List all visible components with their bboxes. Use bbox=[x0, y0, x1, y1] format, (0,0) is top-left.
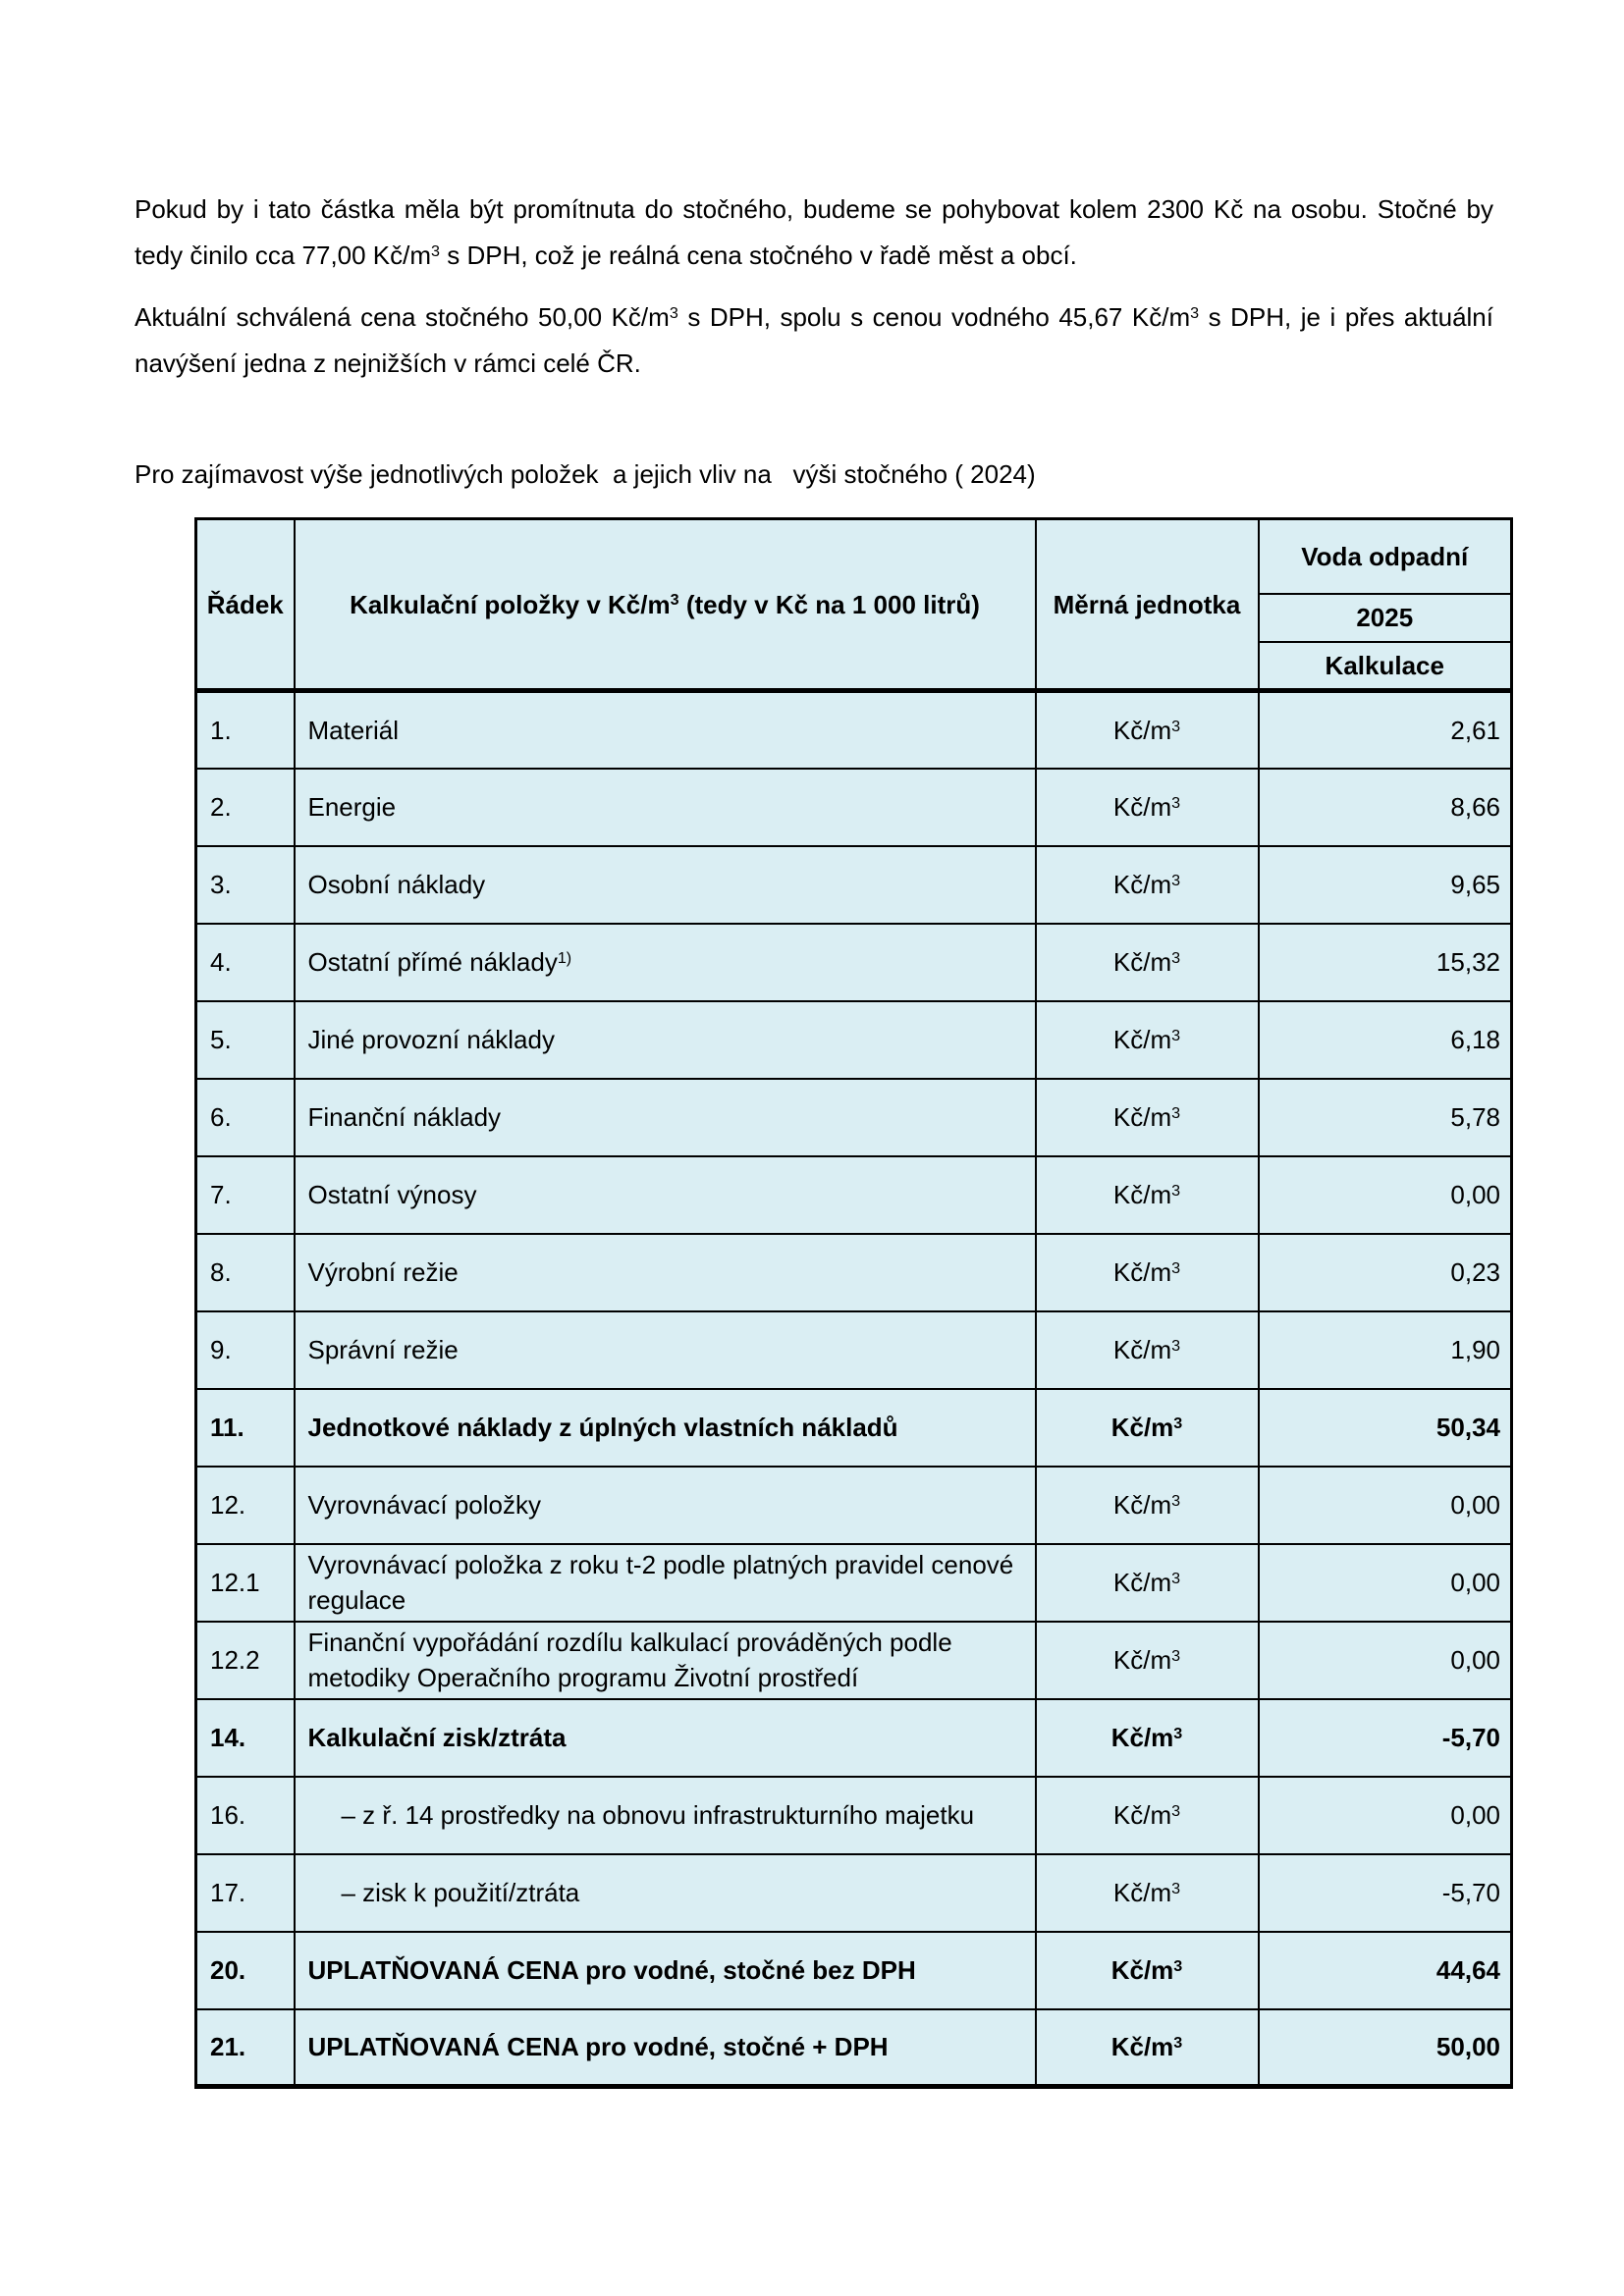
row-number-cell: 12.1 bbox=[196, 1544, 295, 1622]
row-label-cell: Materiál bbox=[295, 691, 1036, 769]
row-unit-cell: $Kč/m^3$ bbox=[1036, 1079, 1259, 1156]
row-label-cell: – z ř. 14 prostředky na obnovu infrastrukturního majetku bbox=[295, 1777, 1036, 1854]
row-number-cell: 4. bbox=[196, 924, 295, 1001]
table-row bbox=[196, 1932, 1512, 2009]
row-unit-cell: $Kč/m^3$ bbox=[1036, 691, 1259, 769]
row-value-cell: 0,23 bbox=[1259, 1234, 1512, 1311]
row-unit-cell: $Kč/m^3$ bbox=[1036, 1234, 1259, 1311]
table-row bbox=[196, 924, 1512, 1001]
table-body bbox=[196, 691, 1512, 2087]
row-number-cell: 2. bbox=[196, 769, 295, 846]
row-number-cell: 6. bbox=[196, 1079, 295, 1156]
table-row bbox=[196, 1156, 1512, 1234]
table-row bbox=[196, 1389, 1512, 1467]
row-label-cell: UPLATŇOVANÁ CENA pro vodné, stočné bez DPH bbox=[295, 1932, 1036, 2009]
paragraph-stocne-projection: Pokud by i tato částka měla být promítnuta do stočného, budeme se pohybovat kolem 2300 Kč na osobu. Stočné by tedy činilo cca 77,00 $Kč/m^3$ s DPH, což je reálná cena stočného v řadě měst a obcí. bbox=[135, 194, 1493, 270]
row-label-cell: Finanční vypořádání rozdílu kalkulací prováděných podle metodiky Operačního programu Životní prostředí bbox=[295, 1622, 1036, 1699]
table-row bbox=[196, 846, 1512, 924]
table-row bbox=[196, 1311, 1512, 1389]
calculation-table bbox=[194, 517, 1513, 2089]
row-number-cell: 5. bbox=[196, 1001, 295, 1079]
paragraph-current-price: Aktuální schválená cena stočného 50,00 $Kč/m^3$ s DPH, spolu s cenou vodného 45,67 $Kč/m^3$ s DPH, je i přes aktuální navýšení jedna z nejnižších v rámci celé ČR. bbox=[135, 302, 1493, 378]
row-unit-cell: $Kč/m^3$ bbox=[1036, 924, 1259, 1001]
row-number-cell: 16. bbox=[196, 1777, 295, 1854]
table-row bbox=[196, 1001, 1512, 1079]
row-value-cell: 0,00 bbox=[1259, 1777, 1512, 1854]
row-unit-cell: $Kč/m^3$ bbox=[1036, 1854, 1259, 1932]
row-value-cell: 9,65 bbox=[1259, 846, 1512, 924]
row-unit-cell: $Kč/m^3$ bbox=[1036, 1699, 1259, 1777]
row-unit-cell: $Kč/m^3$ bbox=[1036, 1544, 1259, 1622]
table-header bbox=[196, 519, 1512, 691]
row-unit-cell: $Kč/m^3$ bbox=[1036, 1467, 1259, 1544]
row-number-cell: 7. bbox=[196, 1156, 295, 1234]
row-label-cell: Kalkulační zisk/ztráta bbox=[295, 1699, 1036, 1777]
row-number-cell: 12.2 bbox=[196, 1622, 295, 1699]
row-label-cell: Výrobní režie bbox=[295, 1234, 1036, 1311]
row-label-cell: Ostatní výnosy bbox=[295, 1156, 1036, 1234]
row-value-cell: 5,78 bbox=[1259, 1079, 1512, 1156]
row-value-cell: 6,18 bbox=[1259, 1001, 1512, 1079]
table-row bbox=[196, 1234, 1512, 1311]
table-row bbox=[196, 769, 1512, 846]
row-unit-cell: $Kč/m^3$ bbox=[1036, 2009, 1259, 2087]
row-value-cell: 44,64 bbox=[1259, 1932, 1512, 2009]
table-row bbox=[196, 1854, 1512, 1932]
row-unit-cell: $Kč/m^3$ bbox=[1036, 1622, 1259, 1699]
row-number-cell: 21. bbox=[196, 2009, 295, 2087]
row-label-cell: Finanční náklady bbox=[295, 1079, 1036, 1156]
row-number-cell: 12. bbox=[196, 1467, 295, 1544]
header-cell-unit: Měrná jednotka bbox=[1036, 519, 1259, 691]
row-label-cell: Osobní náklady bbox=[295, 846, 1036, 924]
row-value-cell: 0,00 bbox=[1259, 1622, 1512, 1699]
row-label-cell: – zisk k použití/ztráta bbox=[295, 1854, 1036, 1932]
row-value-cell: 50,00 bbox=[1259, 2009, 1512, 2087]
row-number-cell: 20. bbox=[196, 1932, 295, 2009]
row-number-cell: 3. bbox=[196, 846, 295, 924]
row-unit-cell: $Kč/m^3$ bbox=[1036, 846, 1259, 924]
table-row bbox=[196, 1467, 1512, 1544]
row-label-cell: UPLATŇOVANÁ CENA pro vodné, stočné + DPH bbox=[295, 2009, 1036, 2087]
table-row bbox=[196, 1699, 1512, 1777]
row-value-cell: 50,34 bbox=[1259, 1389, 1512, 1467]
row-label-cell: Energie bbox=[295, 769, 1036, 846]
row-number-cell: 11. bbox=[196, 1389, 295, 1467]
row-unit-cell: $Kč/m^3$ bbox=[1036, 1777, 1259, 1854]
table-row bbox=[196, 1777, 1512, 1854]
row-value-cell: 1,90 bbox=[1259, 1311, 1512, 1389]
row-value-cell: 0,00 bbox=[1259, 1544, 1512, 1622]
row-label-cell: Vyrovnávací položka z roku t-2 podle platných pravidel cenové regulace bbox=[295, 1544, 1036, 1622]
table-row bbox=[196, 2009, 1512, 2087]
header-row-1 bbox=[196, 519, 1512, 594]
row-label-cell: Vyrovnávací položky bbox=[295, 1467, 1036, 1544]
header-cell-kalkulace: Kalkulace bbox=[1259, 642, 1512, 691]
row-value-cell: 15,32 bbox=[1259, 924, 1512, 1001]
row-number-cell: 9. bbox=[196, 1311, 295, 1389]
row-value-cell: -5,70 bbox=[1259, 1699, 1512, 1777]
row-number-cell: 1. bbox=[196, 691, 295, 769]
row-label-cell: Jiné provozní náklady bbox=[295, 1001, 1036, 1079]
row-unit-cell: $Kč/m^3$ bbox=[1036, 1311, 1259, 1389]
row-number-cell: 17. bbox=[196, 1854, 295, 1932]
row-unit-cell: $Kč/m^3$ bbox=[1036, 769, 1259, 846]
row-value-cell: 2,61 bbox=[1259, 691, 1512, 769]
header-cell-year: 2025 bbox=[1259, 594, 1512, 642]
row-label-cell: Ostatní přímé náklady$^{1)}$ bbox=[295, 924, 1036, 1001]
header-cell-radek: Řádek bbox=[196, 519, 295, 691]
row-number-cell: 14. bbox=[196, 1699, 295, 1777]
row-unit-cell: $Kč/m^3$ bbox=[1036, 1001, 1259, 1079]
row-label-cell: Správní režie bbox=[295, 1311, 1036, 1389]
row-number-cell: 8. bbox=[196, 1234, 295, 1311]
table-row bbox=[196, 691, 1512, 769]
header-cell-items: Kalkulační položky v $Kč/m^3$ (tedy v Kč na 1 000 litrů) bbox=[295, 519, 1036, 691]
row-value-cell: 8,66 bbox=[1259, 769, 1512, 846]
row-unit-cell: $Kč/m^3$ bbox=[1036, 1932, 1259, 2009]
table-row bbox=[196, 1622, 1512, 1699]
table-caption: Pro zajímavost výše jednotlivých položek a jejich vliv na výši stočného ( 2024) bbox=[135, 459, 1036, 489]
header-cell-voda-odpadni: Voda odpadní bbox=[1259, 519, 1512, 594]
table-row bbox=[196, 1544, 1512, 1622]
row-label-cell: Jednotkové náklady z úplných vlastních nákladů bbox=[295, 1389, 1036, 1467]
row-unit-cell: $Kč/m^3$ bbox=[1036, 1389, 1259, 1467]
row-value-cell: 0,00 bbox=[1259, 1156, 1512, 1234]
row-unit-cell: $Kč/m^3$ bbox=[1036, 1156, 1259, 1234]
table-row bbox=[196, 1079, 1512, 1156]
row-value-cell: -5,70 bbox=[1259, 1854, 1512, 1932]
row-value-cell: 0,00 bbox=[1259, 1467, 1512, 1544]
